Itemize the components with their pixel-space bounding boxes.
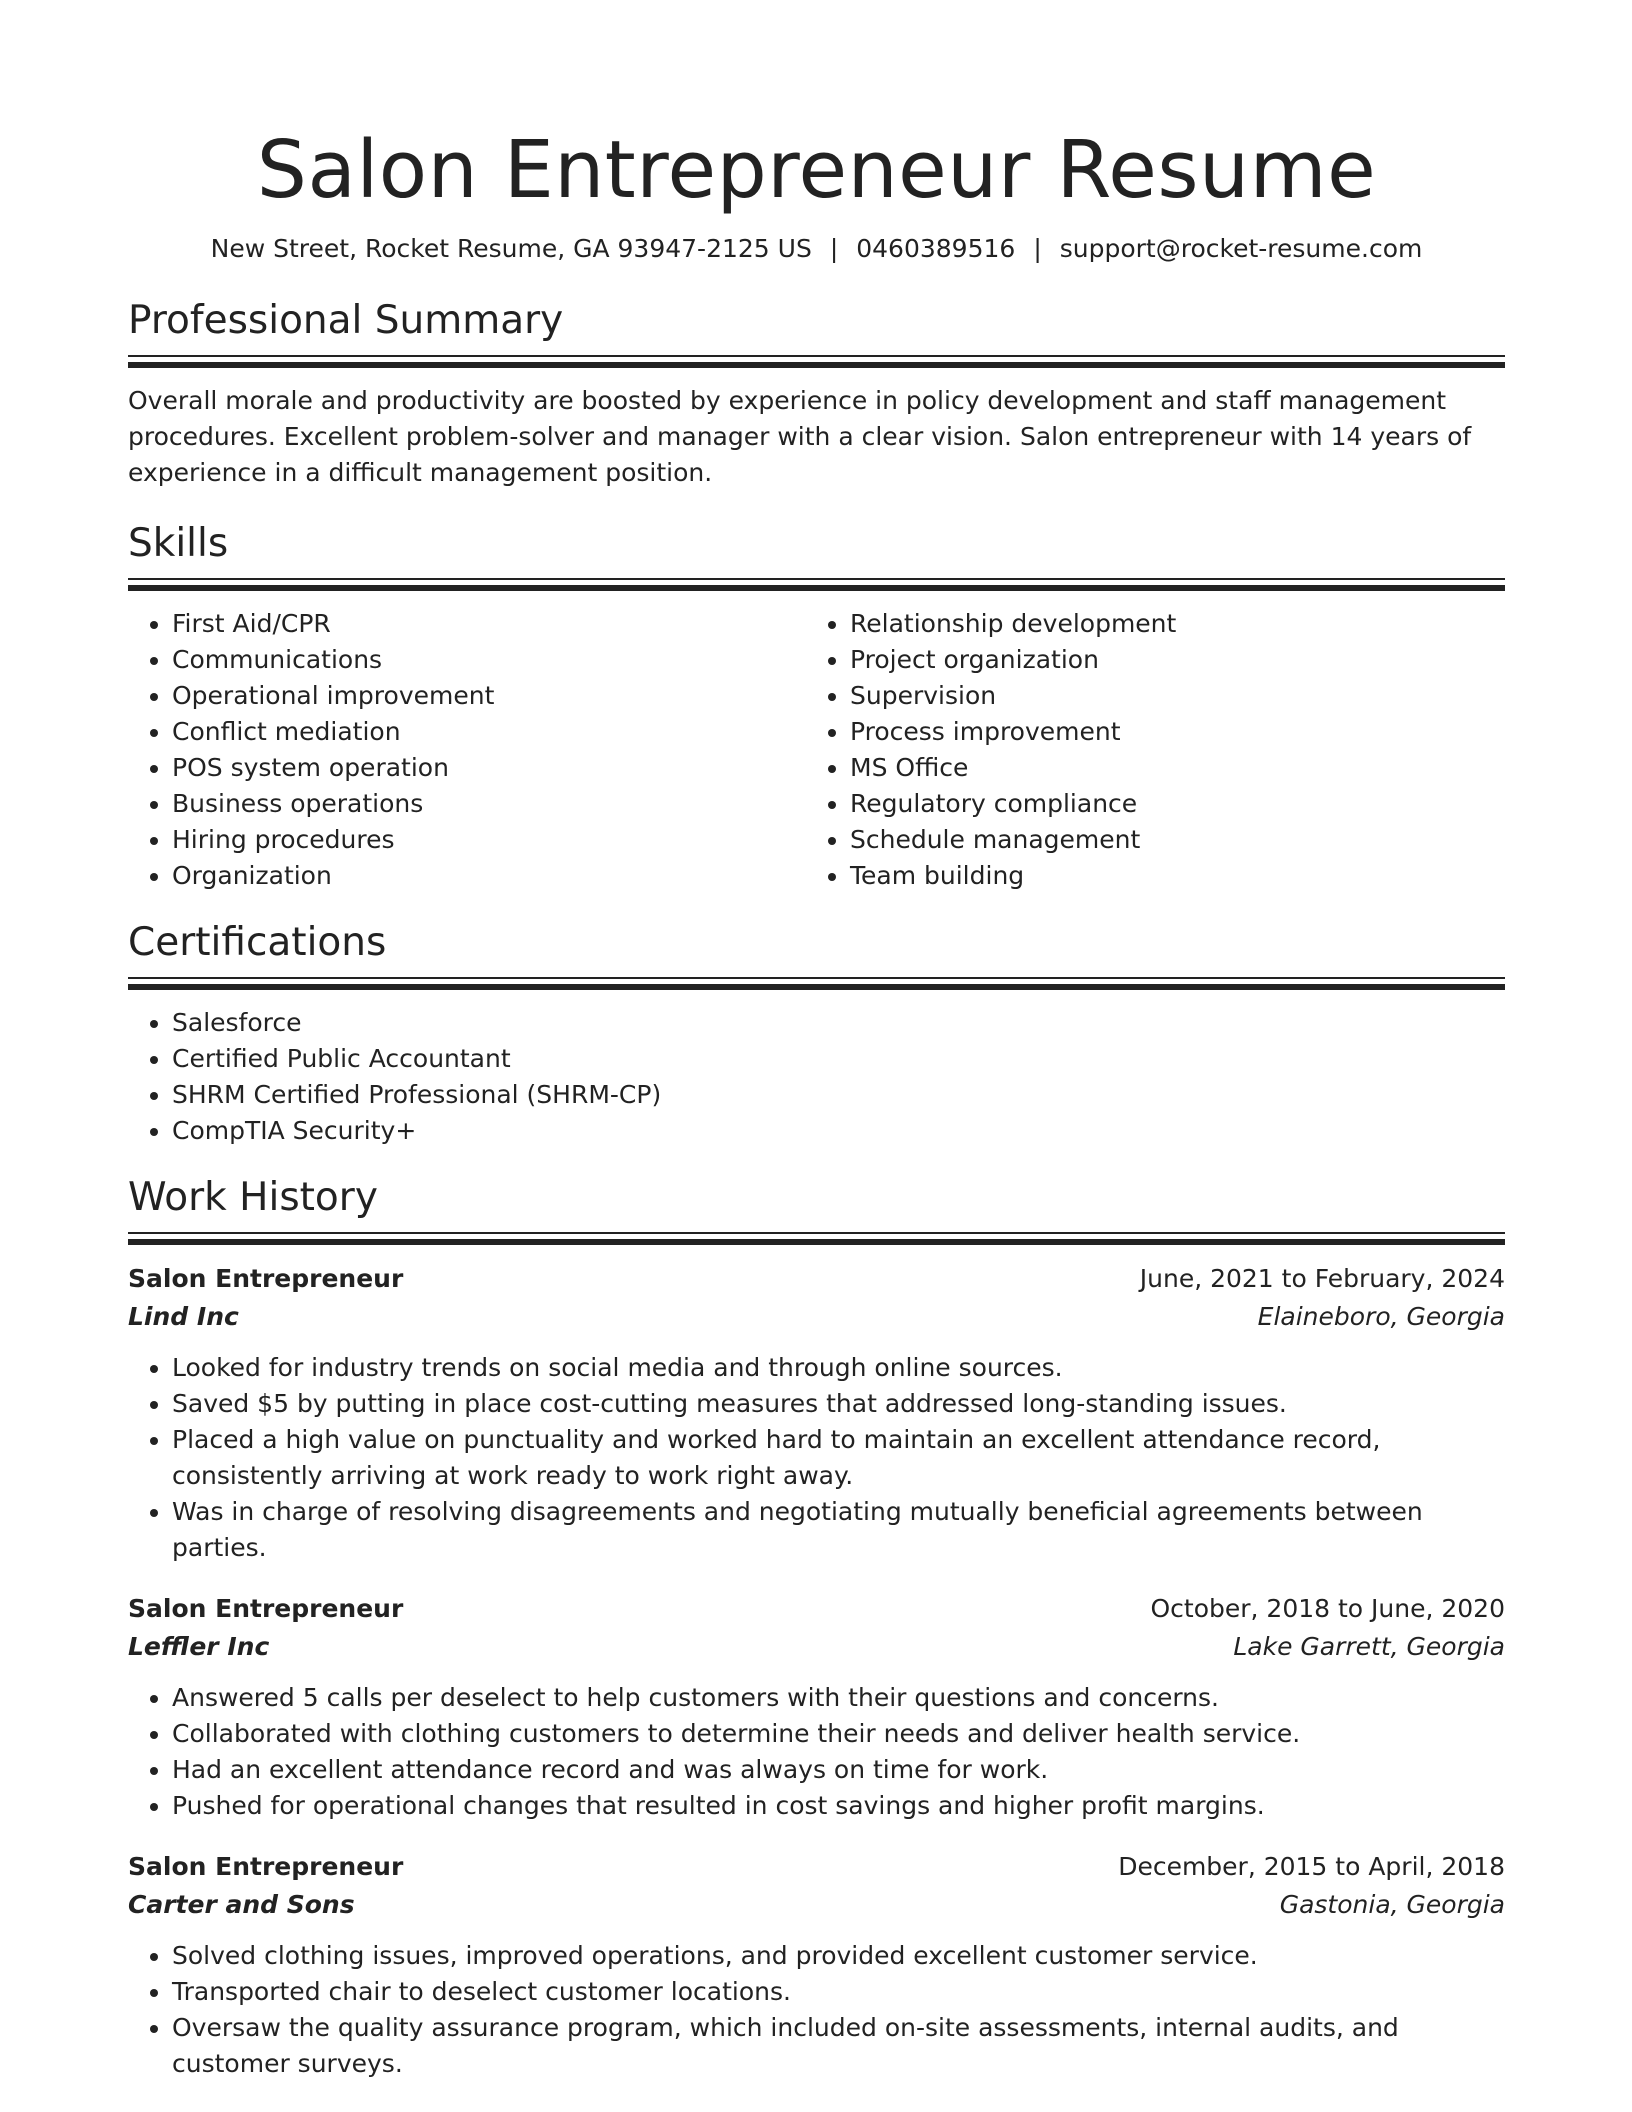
skills-grid: [128, 606, 1505, 894]
job-location: Elaineboro, Georgia: [1257, 1302, 1505, 1331]
skill-item: • Schedule management: [850, 822, 1484, 858]
job-entry: [128, 1590, 1505, 1824]
job-duty: • Saved $5 by putting in place cost-cutting measures that addressed long-standing issues.: [172, 1386, 1505, 1422]
job-header: [128, 1260, 1505, 1298]
job-duty: • Had an excellent attendance record and was always on time for work.: [172, 1752, 1505, 1788]
skill-item: • Relationship development: [850, 606, 1484, 642]
certification-item: • SHRM Certified Professional (SHRM-CP): [172, 1077, 1505, 1113]
job-dates: December, 2015 to April, 2018: [1118, 1852, 1505, 1881]
skill-item: • Communications: [172, 642, 806, 678]
certification-item: • CompTIA Security+: [172, 1113, 1505, 1149]
job-duties-list: [128, 1680, 1505, 1824]
skill-item: • Conflict mediation: [172, 714, 806, 750]
skill-item: • Process improvement: [850, 714, 1484, 750]
certification-item: • Certified Public Accountant: [172, 1041, 1505, 1077]
contact-separator: |: [1033, 234, 1042, 263]
skill-item: • Organization: [172, 858, 806, 894]
job-subheader: [128, 1298, 1505, 1336]
job-duty: • Looked for industry trends on social media and through online sources.: [172, 1350, 1505, 1386]
section-heading-certifications: Certifications: [128, 920, 387, 965]
contact-address: New Street, Rocket Resume, GA 93947-2125 US: [210, 234, 812, 263]
job-title: Salon Entrepreneur: [128, 1594, 404, 1623]
section-divider: [128, 578, 1505, 592]
company-name: Lind Inc: [128, 1302, 239, 1331]
section-heading-work-history: Work History: [128, 1175, 378, 1220]
job-location: Lake Garrett, Georgia: [1233, 1632, 1505, 1661]
certifications-list: [128, 1005, 1505, 1149]
company-name: Leffler Inc: [128, 1632, 270, 1661]
section-heading-skills: Skills: [128, 521, 229, 566]
job-duty: • Solved clothing issues, improved operations, and provided excellent customer service.: [172, 1938, 1505, 1974]
skills-list-left: [128, 606, 806, 894]
job-duties-list: [128, 1350, 1505, 1566]
certifications-section: [128, 918, 1505, 1149]
summary-text: Overall morale and productivity are boosted by experience in policy development and staff management procedures. Excellent problem-solver and manager with a clear vision. Salon entrepreneur with 14 years of experience in a difficult management position.: [128, 386, 1472, 487]
job-entry: [128, 1848, 1505, 2082]
contact-phone: 0460389516: [856, 234, 1016, 263]
job-title: Salon Entrepreneur: [128, 1264, 404, 1293]
job-location: Gastonia, Georgia: [1279, 1890, 1505, 1919]
section-divider: [128, 1232, 1505, 1246]
job-duty: • Placed a high value on punctuality and worked hard to maintain an excellent attendance record, consistently arriving at work ready to work right away.: [172, 1422, 1505, 1494]
section-divider: [128, 977, 1505, 991]
job-subheader: [128, 1886, 1505, 1924]
skill-item: • MS Office: [850, 750, 1484, 786]
job-duties-list: [128, 1938, 1505, 2082]
skill-item: • Hiring procedures: [172, 822, 806, 858]
contact-separator: |: [829, 234, 839, 263]
job-header: [128, 1590, 1505, 1628]
job-duty: • Was in charge of resolving disagreements and negotiating mutually beneficial agreements between parties.: [172, 1494, 1505, 1566]
job-header: [128, 1848, 1505, 1886]
resume-page: [128, 0, 1505, 2082]
skill-item: • POS system operation: [172, 750, 806, 786]
skill-item: • Team building: [850, 858, 1484, 894]
work-history-section: [128, 1173, 1505, 2082]
section-heading-summary: Professional Summary: [128, 298, 564, 343]
skills-list-right: [806, 606, 1484, 894]
skill-item: • Operational improvement: [172, 678, 806, 714]
resume-title: Salon Entrepreneur Resume: [256, 124, 1377, 216]
contact-line: [128, 232, 1505, 266]
section-divider: [128, 355, 1505, 369]
summary-section: [128, 296, 1505, 491]
skill-item: • First Aid/CPR: [172, 606, 806, 642]
skills-section: [128, 519, 1505, 894]
skill-item: • Project organization: [850, 642, 1484, 678]
job-duty: • Oversaw the quality assurance program, which included on-site assessments, internal audits, and customer surveys.: [172, 2010, 1505, 2082]
job-dates: June, 2021 to February, 2024: [1139, 1264, 1505, 1293]
job-duty: • Transported chair to deselect customer locations.: [172, 1974, 1505, 2010]
job-subheader: [128, 1628, 1505, 1666]
skill-item: • Regulatory compliance: [850, 786, 1484, 822]
job-duty: • Collaborated with clothing customers to determine their needs and deliver health service.: [172, 1716, 1505, 1752]
job-duty: • Pushed for operational changes that resulted in cost savings and higher profit margins.: [172, 1788, 1505, 1824]
skill-item: • Supervision: [850, 678, 1484, 714]
job-title: Salon Entrepreneur: [128, 1852, 404, 1881]
job-entry: [128, 1260, 1505, 1566]
company-name: Carter and Sons: [128, 1890, 355, 1919]
job-duty: • Answered 5 calls per deselect to help customers with their questions and concerns.: [172, 1680, 1505, 1716]
job-dates: October, 2018 to June, 2020: [1150, 1594, 1505, 1623]
skill-item: • Business operations: [172, 786, 806, 822]
certification-item: • Salesforce: [172, 1005, 1505, 1041]
contact-email: support@rocket-resume.com: [1059, 234, 1423, 263]
